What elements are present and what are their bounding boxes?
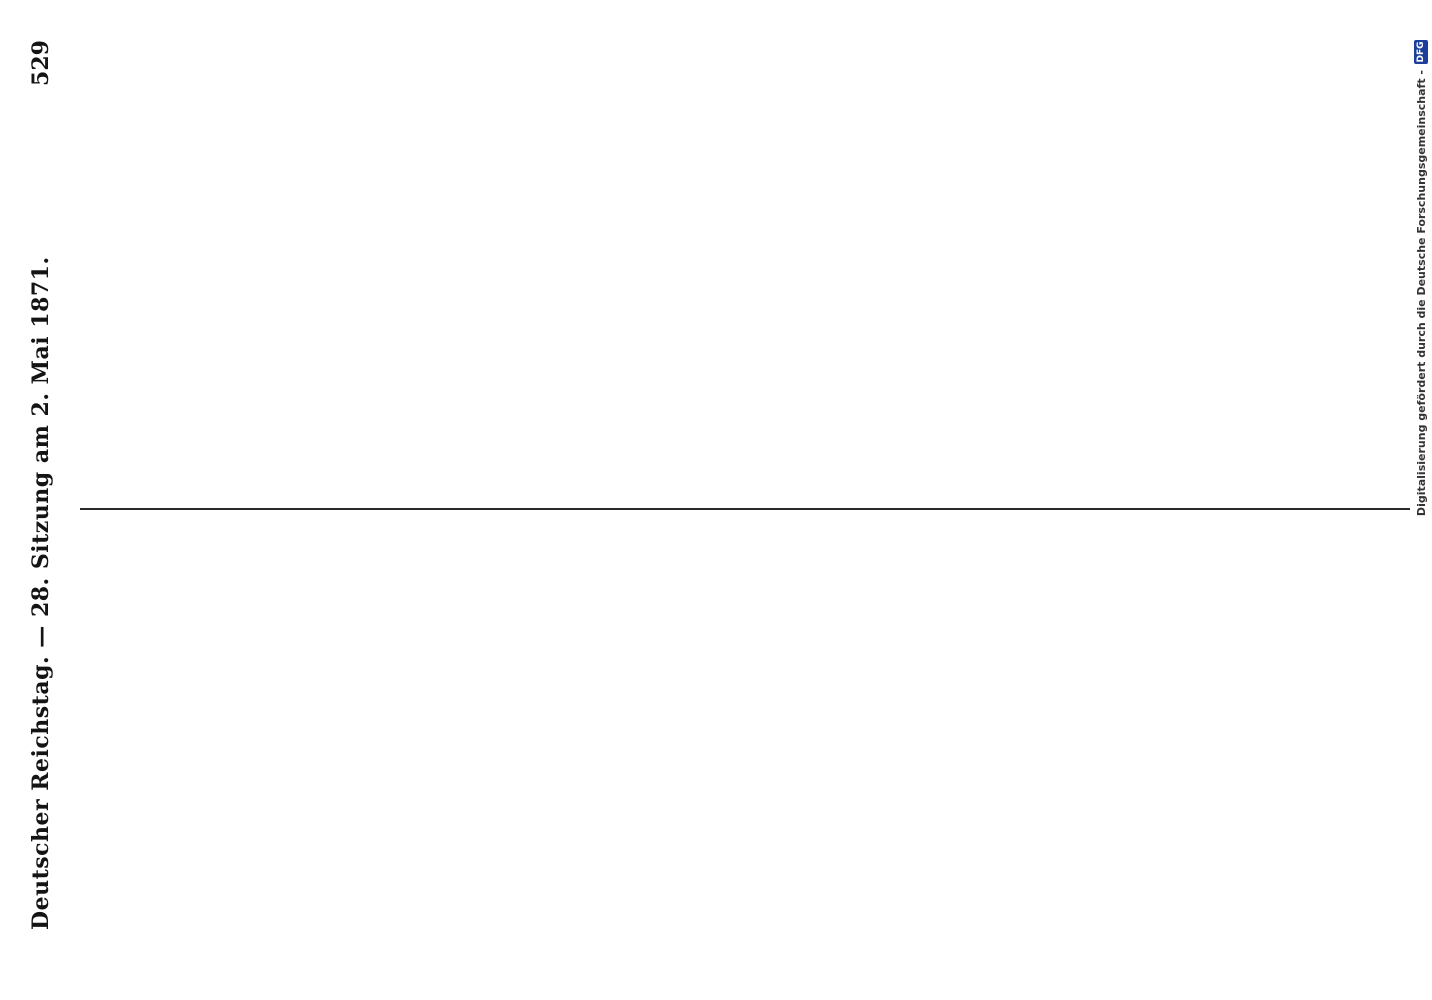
dfg-logo: DFG [1416, 41, 1426, 63]
left-column [80, 525, 1410, 925]
attribution-text: Digitalisierung gefördert durch die Deutsche Forschungsgemeinschaft - [1414, 70, 1428, 517]
right-column [80, 80, 1410, 495]
page-header [28, 40, 88, 930]
page-title: Deutscher Reichstag. — 28. Sitzung am 2. Mai 1871. [28, 256, 54, 930]
page-number: 529 [28, 40, 54, 86]
column-divider [80, 508, 1410, 510]
page-footer [1410, 0, 1432, 1000]
